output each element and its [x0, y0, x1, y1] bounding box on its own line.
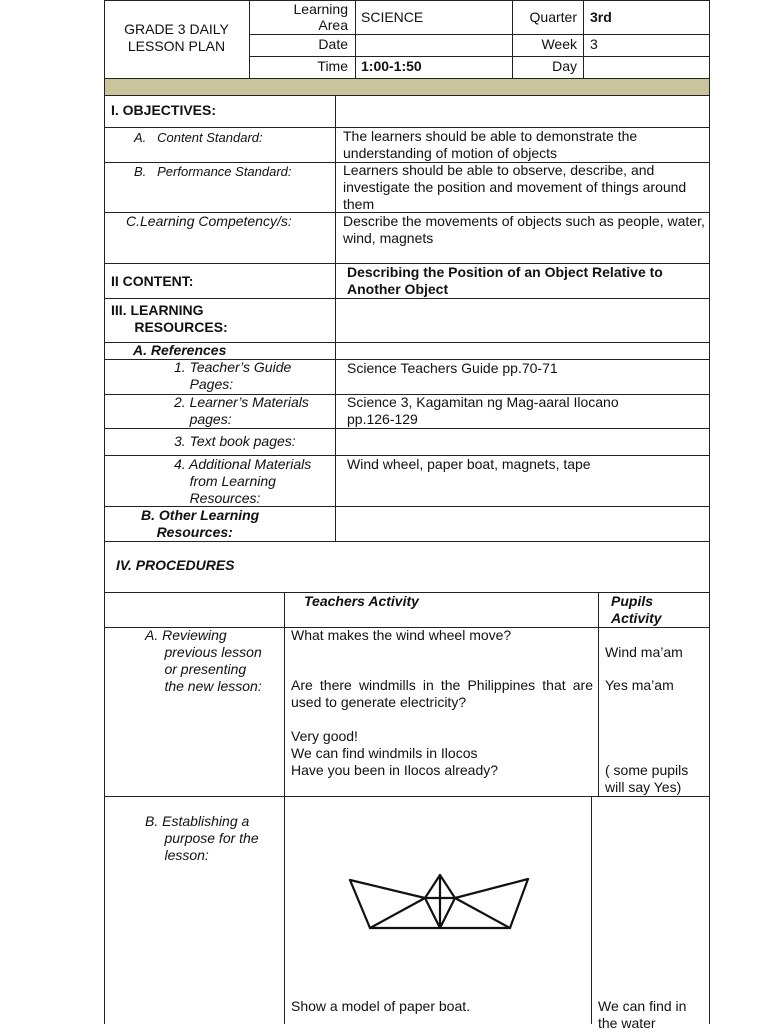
- content-hline-bottom: [104, 298, 710, 299]
- time-value: 1:00-1:50: [361, 58, 422, 74]
- time-label: Time: [317, 58, 348, 74]
- competency-label: C.Learning Competency/s:: [126, 213, 292, 229]
- header-hline-1: [249, 34, 709, 35]
- learning-area-label: Learning Area: [293, 1, 348, 33]
- step-a-pupil-1: Wind ma’am: [605, 644, 683, 660]
- header-hline-2: [249, 56, 709, 57]
- border-right: [709, 0, 710, 1024]
- border-left: [104, 0, 105, 1024]
- week-value: 3: [590, 36, 598, 52]
- band-bottom: [104, 95, 710, 96]
- step-a-teacher-1: What makes the wind wheel move?: [291, 627, 512, 643]
- competency-value: Describe the movements of objects such as people, water, wind, magnets: [343, 213, 709, 246]
- learners-materials-label: 2. Learner’s Materials pages:: [174, 394, 309, 427]
- learning-area-value: SCIENCE: [361, 9, 424, 25]
- teachers-guide-label: 1. Teacher’s Guide Pages:: [174, 359, 292, 392]
- procedures-heading: IV. PROCEDURES: [116, 557, 235, 573]
- header-hline-3: [104, 78, 710, 79]
- textbook-pages-label: 3. Text book pages:: [174, 433, 296, 449]
- additional-materials-label: 4. Additional Materials from Learning Resources:: [174, 456, 312, 506]
- resources-heading: III. LEARNING RESOURCES:: [111, 302, 228, 335]
- resources-hline-4: [104, 428, 710, 429]
- header-divider-band: [104, 78, 709, 95]
- procedures-vline-1: [284, 592, 285, 1024]
- paper-boat-image: [340, 865, 540, 945]
- content-standard-value: The learners should be able to demonstrate the understanding of motion of objects: [343, 128, 642, 161]
- step-b-teacher: Show a model of paper boat.: [291, 998, 471, 1014]
- procedures-vline-2b: [591, 796, 592, 1024]
- performance-standard-label: B. Performance Standard:: [134, 164, 292, 179]
- date-label: Date: [318, 36, 348, 52]
- procedures-hline-3: [104, 796, 710, 797]
- lesson-plan-title: GRADE 3 DAILY LESSON PLAN: [124, 21, 229, 54]
- content-heading: II CONTENT:: [111, 273, 194, 289]
- references-label: A. References: [133, 342, 227, 358]
- quarter-value: 3rd: [590, 9, 612, 25]
- additional-materials-value: Wind wheel, paper boat, magnets, tape: [347, 456, 591, 472]
- header-vline-4: [583, 0, 584, 78]
- teachers-guide-value: Science Teachers Guide pp.70-71: [347, 360, 558, 376]
- border-top: [104, 0, 710, 1]
- resources-hline-7: [104, 541, 710, 542]
- step-a-teacher-3: Very good! We can find windmils in Ilocos Have you been in Ilocos already?: [291, 728, 499, 778]
- learners-materials-value: Science 3, Kagamitan ng Mag-aaral Ilocano pp.126-129: [347, 394, 619, 427]
- step-b-pupil: We can find in the water: [598, 998, 687, 1031]
- other-resources-label: B. Other Learning Resources:: [141, 507, 260, 540]
- step-a-label: A. Reviewing previous lesson or presenting the new lesson:: [145, 627, 262, 694]
- step-a-teacher-2: Are there windmills in the Philippines that are used to generate electricity?: [291, 677, 597, 710]
- content-value: Describing the Position of an Object Relative to Another Object: [347, 264, 667, 297]
- teachers-activity-header: Teachers Activity: [304, 593, 419, 609]
- procedures-vline-2a: [598, 592, 599, 796]
- step-a-pupil-2: Yes ma’am: [605, 677, 674, 693]
- step-a-pupil-3: ( some pupils will say Yes): [605, 762, 689, 795]
- objectives-heading: I. OBJECTIVES:: [111, 102, 217, 118]
- pupils-activity-header: Pupils Activity: [611, 593, 662, 626]
- quarter-label: Quarter: [529, 9, 577, 25]
- step-b-label: B. Establishing a purpose for the lesson:: [145, 813, 259, 863]
- week-label: Week: [541, 36, 577, 52]
- content-standard-label: A. Content Standard:: [134, 130, 263, 145]
- header-vline-2: [355, 0, 356, 78]
- performance-standard-value: Learners should be able to observe, describe, and investigate the position and movement of things around them: [343, 162, 691, 212]
- day-label: Day: [552, 58, 577, 74]
